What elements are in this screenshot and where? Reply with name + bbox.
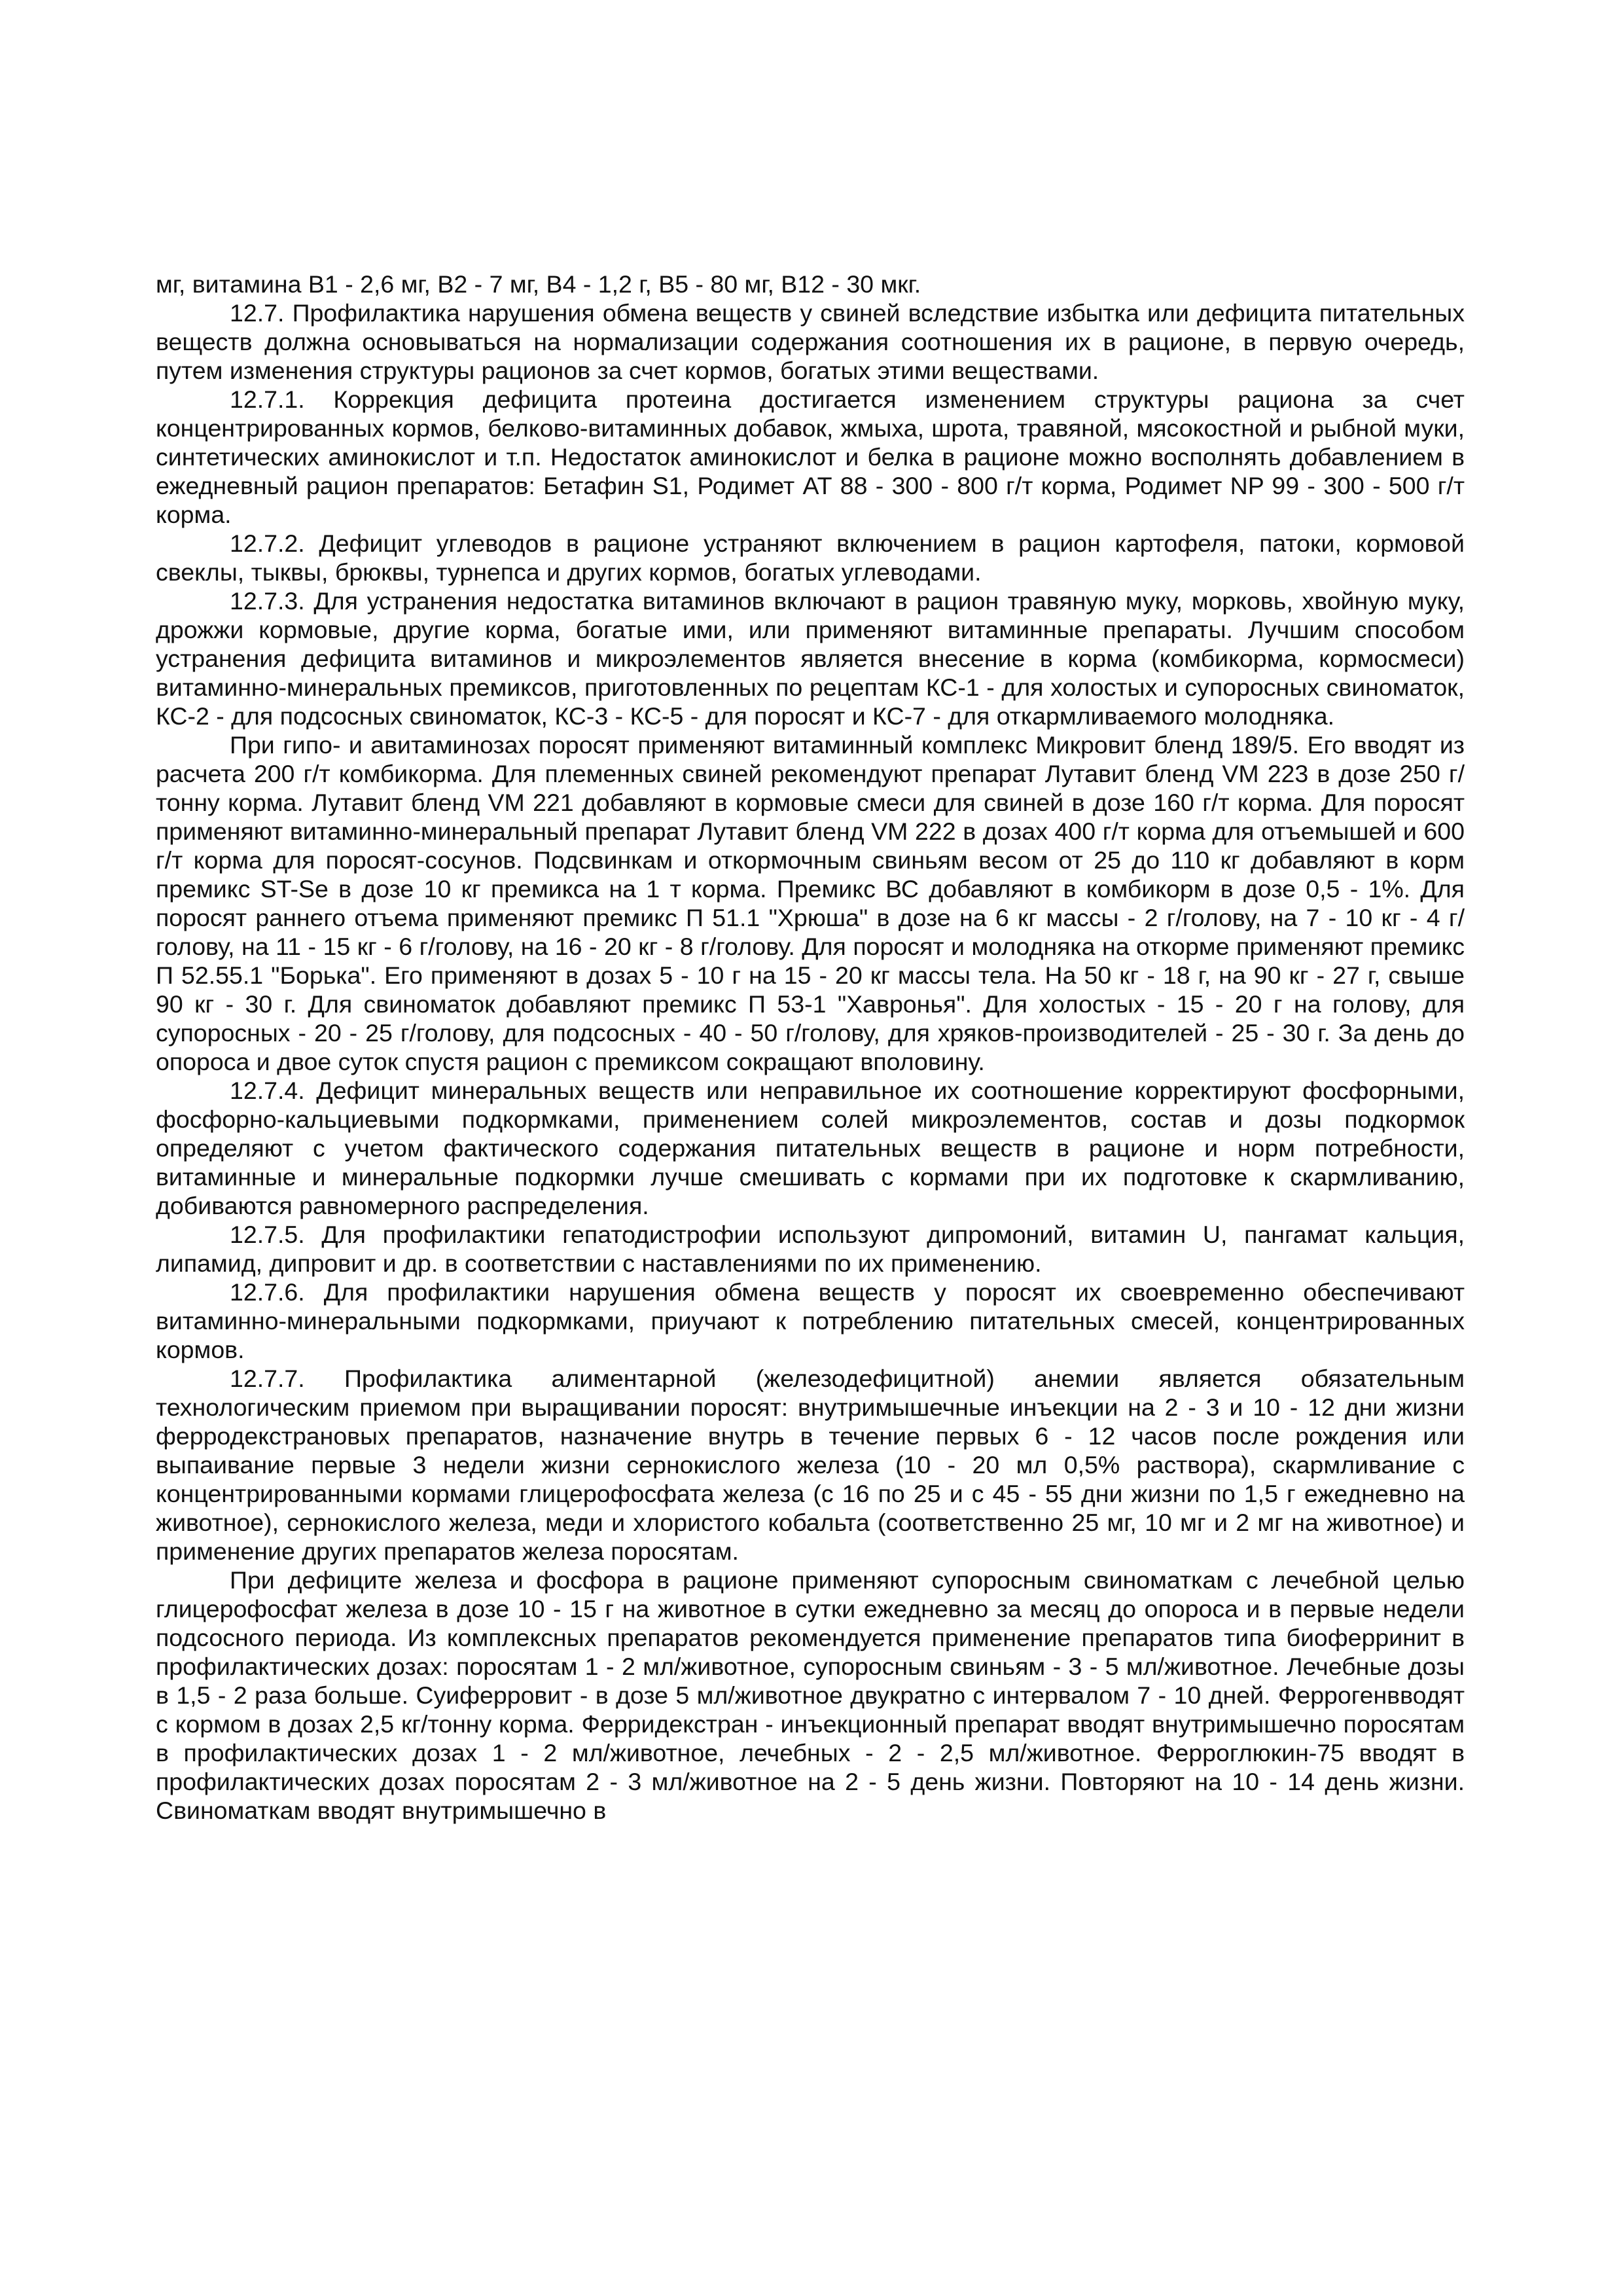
paragraph-12-7-4: 12.7.4. Дефицит минеральных веществ или неправильное их соотношение корректируют фосфорными, фосфорно-кальциевыми подкормками, применением солей микроэлементов, состав и дозы подкормок определяют с учетом фактического содержания питательных веществ в рационе и норм потребности, витаминные и минеральные подкормки лучше смешивать с кормами при их подготовке к скармливанию, добиваются равномерного распределения.	[156, 1077, 1465, 1219]
paragraph-12-7-7: 12.7.7. Профилактика алиментарной (железодефицитной) анемии является обязательным технологическим приемом при выращивании поросят: внутримышечные инъекции на 2 - 3 и 10 - 12 дни жизни ферродекстрановых препаратов, назначение внутрь в течение первых 6 - 12 часов после рождения или выпаивание первые 3 недели жизни сернокислого железа (10 - 20 мл 0,5% раствора), скармливание с концентрированными кормами глицерофосфата железа (с 16 по 25 и с 45 - 55 дни жизни по 1,5 г ежедневно на животное), сернокислого железа, меди и хлористого кобальта (соответственно 25 мг, 10 мг и 2 мг на животное) и применение других препаратов железа поросятам.	[156, 1365, 1465, 1565]
paragraph-iron-phosphorus-deficiency: При дефиците железа и фосфора в рационе применяют супоросным свиноматкам с лечебной целью глицерофосфат железа в дозе 10 - 15 г на животное в сутки ежедневно за месяц до опороса и в первые недели подсосного периода. Из комплексных препаратов рекомендуется применение препаратов типа биоферринит в профилактических дозах: поросятам 1 - 2 мл/животное, супоросным свиньям - 3 - 5 мл/животное. Лечебные дозы в 1,5 - 2 раза больше. Суиферровит - в дозе 5 мл/животное двукратно с интервалом 7 - 10 дней. Феррогенвводят с кормом в дозах 2,5 кг/тонну корма. Ферридекстран - инъекционный препарат вводят внутримышечно поросятам в профилактических дозах 1 - 2 мл/животное, лечебных - 2 - 2,5 мл/животное. Ферроглюкин-75 вводят в профилактических дозах поросятам 2 - 3 мл/животное на 2 - 5 день жизни. Повторяют на 10 - 14 день жизни. Свиноматкам вводят внутримышечно в	[156, 1566, 1465, 1824]
paragraph-12-7: 12.7. Профилактика нарушения обмена веществ у свиней вследствие избытка или дефицита питательных веществ должна основываться на нормализации содержания соотношения их в рационе, в первую очередь, путем изменения структуры рационов за счет кормов, богатых этими веществами.	[156, 299, 1465, 384]
paragraph-vitamin-doses-continuation: мг, витамина В1 - 2,6 мг, В2 - 7 мг, В4 - 1,2 г, В5 - 80 мг, В12 - 30 мкг.	[156, 270, 921, 298]
paragraph-12-7-5: 12.7.5. Для профилактики гепатодистрофии используют дипромоний, витамин U, пангамат кальция, липамид, дипровит и др. в соответствии с наставлениями по их применению.	[156, 1221, 1465, 1277]
paragraph-12-7-1: 12.7.1. Коррекция дефицита протеина достигается изменением структуры рациона за счет концентрированных кормов, белково-витаминных добавок, жмыха, шрота, травяной, мясокостной и рыбной муки, синтетических аминокислот и т.п. Недостаток аминокислот и белка в рационе можно восполнять добавлением в ежедневный рацион препаратов: Бетафин S1, Родимет АТ 88 - 300 - 800 г/т корма, Родимет NP 99 - 300 - 500 г/т корма.	[156, 386, 1465, 528]
paragraph-12-7-3: 12.7.3. Для устранения недостатка витаминов включают в рацион травяную муку, морковь, хвойную муку, дрожжи кормовые, другие корма, богатые ими, или применяют витаминные препараты. Лучшим способом устранения дефицита витаминов и микроэлементов является внесение в корма (комбикорма, кормосмеси) витаминно-минеральных премиксов, приготовленных по рецептам КС-1 - для холостых и супоросных свиноматок, КС-2 - для подсосных свиноматок, КС-3 - КС-5 - для поросят и КС-7 - для откармливаемого молодняка.	[156, 587, 1465, 730]
document-page	[156, 270, 1465, 1825]
paragraph-12-7-6: 12.7.6. Для профилактики нарушения обмена веществ у поросят их своевременно обеспечивают витаминно-минеральными подкормками, приучают к потреблению питательных смесей, концентрированных кормов.	[156, 1278, 1465, 1363]
paragraph-hypovitaminosis: При гипо- и авитаминозах поросят применяют витаминный комплекс Микровит бленд 189/5. Его вводят из расчета 200 г/т комбикорма. Для племенных свиней рекомендуют препарат Лутавит бленд VM 223 в дозе 250 г/тонну корма. Лутавит бленд VM 221 добавляют в кормовые смеси для свиней в дозе 160 г/т корма. Для поросят применяют витаминно-минеральный препарат Лутавит бленд VM 222 в дозах 400 г/т корма для отъемышей и 600 г/т корма для поросят-сосунов. Подсвинкам и откормочным свиньям весом от 25 до 110 кг добавляют в корм премикс ST-Se в дозе 10 кг премикса на 1 т корма. Премикс ВС добавляют в комбикорм в дозе 0,5 - 1%. Для поросят раннего отъема применяют премикс П 51.1 "Хрюша" в дозе на 6 кг массы - 2 г/голову, на 7 - 10 кг - 4 г/голову, на 11 - 15 кг - 6 г/голову, на 16 - 20 кг - 8 г/голову. Для поросят и молодняка на откорме применяют премикс П 52.55.1 "Борька". Его применяют в дозах 5 - 10 г на 15 - 20 кг массы тела. На 50 кг - 18 г, на 90 кг - 27 г, свыше 90 кг - 30 г. Для свиноматок добавляют премикс П 53-1 "Хавронья". Для холостых - 15 - 20 г на голову, для супоросных - 20 - 25 г/голову, для подсосных - 40 - 50 г/голову, для хряков-производителей - 25 - 30 г. За день до опороса и двое суток спустя рацион с премиксом сокращают вполовину.	[156, 731, 1465, 1075]
paragraph-12-7-2: 12.7.2. Дефицит углеводов в рационе устраняют включением в рацион картофеля, патоки, кормовой свеклы, тыквы, брюквы, турнепса и других кормов, богатых углеводами.	[156, 529, 1465, 586]
